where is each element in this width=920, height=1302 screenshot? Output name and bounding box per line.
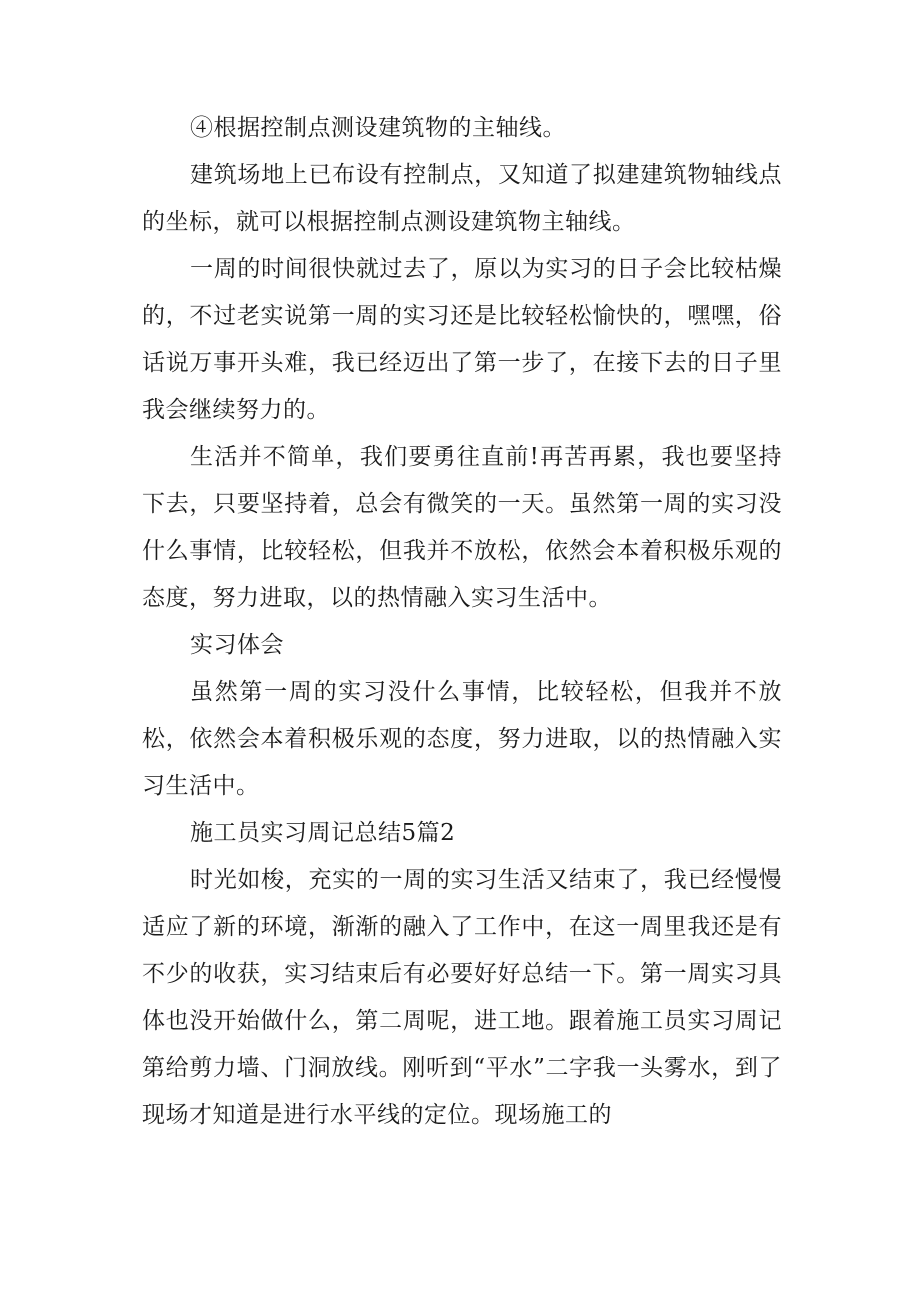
section-heading-experience: 实习体会: [190, 632, 284, 658]
paragraph-first-week: 一周的时间很快就过去了，原以为实习的日子会比较枯燥的，不过老实说第一周的实习还是比较轻松愉快的，嘿嘿，俗话说万事开头难，我已经迈出了第一步了，在接下去的日子里我会继续努力的。: [142, 256, 782, 423]
paragraph-step-4: ④根据控制点测设建筑物的主轴线。: [190, 115, 566, 141]
document-page: [142, 105, 782, 1139]
paragraph-time-flies: 时光如梭，充实的一周的实习生活又结束了，我已经慢慢适应了新的环境，渐渐的融入了工作中，在这一周里我还是有不少的收获，实习结束后有必要好好总结一下。第一周实习具体也没开始做什么，第二周呢，进工地。跟着施工员实习周记第给剪力墙、门洞放线。刚听到“平水”二字我一头雾水，到了现场才知道是进行水平线的定位。现场施工的: [142, 867, 782, 1128]
paragraph-experience: 虽然第一周的实习没什么事情，比较轻松，但我并不放松，依然会本着积极乐观的态度，努力进取，以的热情融入实习生活中。: [142, 679, 782, 799]
paragraph-control-points: 建筑场地上已布设有控制点，又知道了拟建建筑物轴线点的坐标，就可以根据控制点测设建筑物主轴线。: [142, 162, 782, 235]
section-heading-summary-2: 施工员实习周记总结5篇2: [190, 820, 456, 846]
paragraph-life: 生活并不简单，我们要勇往直前!再苦再累，我也要坚持下去，只要坚持着，总会有微笑的一天。虽然第一周的实习没什么事情，比较轻松，但我并不放松，依然会本着积极乐观的态度，努力进取，以的热情融入实习生活中。: [142, 444, 782, 611]
